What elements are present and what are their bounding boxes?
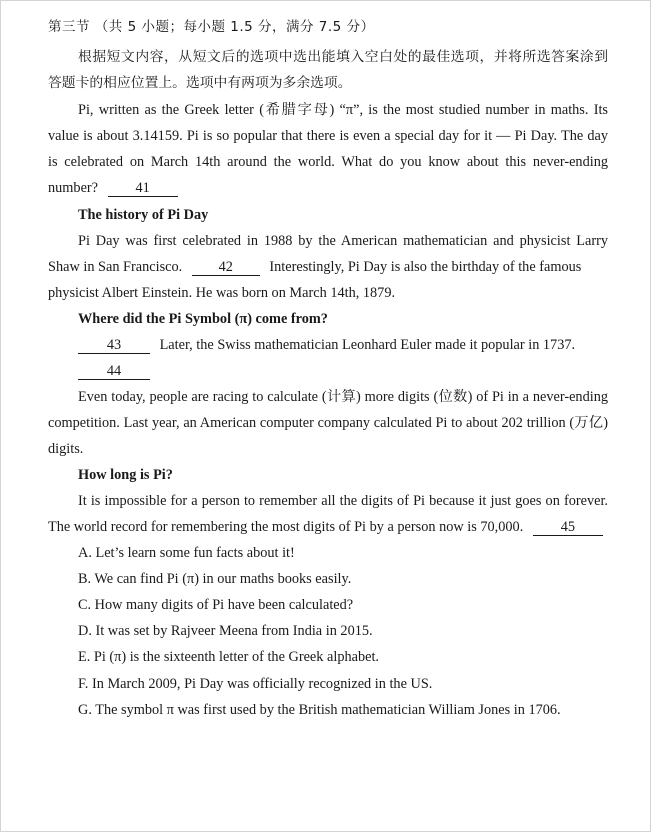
passage-p3-text: Later, the Swiss mathematician Leonhard Euler made it popular in 1737. — [159, 337, 576, 353]
passage-p2-line-3: physicist Albert Einstein. He was born on March 14th, 1879. — [48, 285, 396, 301]
passage-p4-line-2: competition. Last year, an American computer company calculated Pi to about 202 trillion (万亿) — [48, 415, 608, 431]
option-b: B. We can find Pi (π) in our maths books easily. — [78, 571, 352, 587]
option-c: C. How many digits of Pi have been calculated? — [78, 597, 354, 613]
answer-blank-44[interactable]: 44 — [78, 363, 150, 380]
option-f: F. In March 2009, Pi Day was officially recognized in the US. — [78, 676, 433, 692]
answer-blank-45[interactable]: 45 — [533, 519, 603, 536]
instruction-line-2: 答题卡的相应位置上。选项中有两项为多余选项。 — [48, 75, 352, 91]
passage-p2-line-1: Pi Day was first celebrated in 1988 by the American mathematician and physicist Larry — [78, 233, 608, 249]
section-title: 第三节 （共 5 小题；每小题 1.5 分，满分 7.5 分） — [48, 19, 375, 35]
answer-blank-43[interactable]: 43 — [78, 337, 150, 354]
option-a: A. Let’s learn some fun facts about it! — [78, 545, 295, 561]
passage-p3-line-1 — [78, 336, 608, 354]
passage-p5-line-1: It is impossible for a person to remember all the digits of Pi because it just goes on forever. — [78, 493, 608, 509]
answer-blank-41[interactable]: 41 — [108, 180, 178, 197]
passage-p1-line-1: Pi, written as the Greek letter (希腊字母) “π”, is the most studied number in maths. Its — [78, 102, 608, 118]
passage-p2-line-2-start: Shaw in San Francisco. — [48, 259, 183, 275]
section-heading-history: The history of Pi Day — [78, 207, 209, 223]
passage-p5-line-2-text: The world record for remembering the most digits of Pi by a person now is 70,000. — [48, 519, 524, 535]
option-g: G. The symbol π was first used by the British mathematician William Jones in 1706. — [78, 702, 561, 718]
section-heading-symbol: Where did the Pi Symbol (π) come from? — [78, 311, 328, 327]
passage-p1-line-3: is celebrated on March 14th around the world. What do you know about this never-ending — [48, 154, 608, 170]
passage-p4-line-3: digits. — [48, 441, 84, 457]
option-e: E. Pi (π) is the sixteenth letter of the Greek alphabet. — [78, 649, 380, 665]
passage-p5-line-2 — [48, 518, 608, 536]
passage-p1-line-2: value is about 3.14159. Pi is so popular that there is even a special day for it — Pi Day. The day — [48, 128, 608, 144]
passage-p4-line-1: Even today, people are racing to calculate (计算) more digits (位数) of Pi in a never-ending — [78, 389, 608, 405]
passage-p2-line-2-end: Interestingly, Pi Day is also the birthday of the famous — [269, 259, 582, 275]
passage-p3-line-2 — [78, 362, 608, 380]
section-heading-length: How long is Pi? — [78, 467, 173, 483]
passage-p2-line-2 — [48, 258, 608, 276]
passage-p1-line-4-text: number? — [48, 180, 99, 196]
answer-blank-42[interactable]: 42 — [192, 259, 260, 276]
option-d: D. It was set by Rajveer Meena from India in 2015. — [78, 623, 373, 639]
passage-p1-line-4 — [48, 179, 608, 197]
instruction-line-1: 根据短文内容，从短文后的选项中选出能填入空白处的最佳选项，并将所选答案涂到 — [78, 49, 608, 65]
